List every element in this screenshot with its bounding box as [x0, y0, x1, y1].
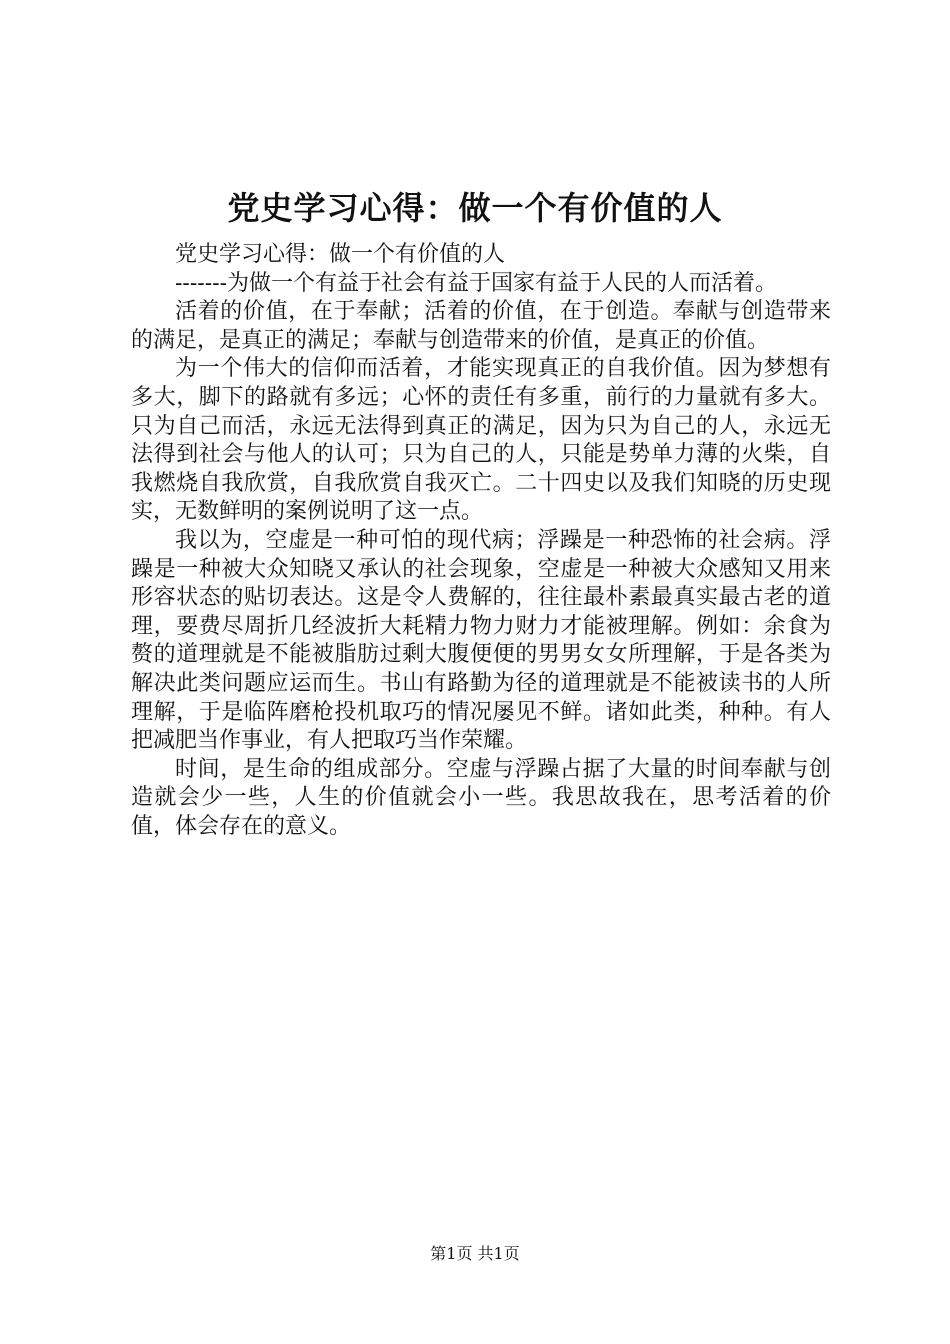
paragraph: -------为做一个有益于社会有益于国家有益于人民的人而活着。: [175, 270, 778, 296]
paragraph: 活着的价值，在于奉献；活着的价值，在于创造。奉献与创造带来的满足，是真正的满足；奉献与创造带来的价值，是真正的价值。: [131, 299, 831, 353]
paragraph: 我以为，空虚是一种可怕的现代病；浮躁是一种恐怖的社会病。浮躁是一种被大众知晓又承认的社会现象，空虚是一种被大众感知又用来形容状态的贴切表达。这是令人费解的，往往最朴素最真实最古老的道理，要费尽周折几经波折大耗精力物力财力才能被理解。例如：余食为赘的道理就是不能被脂肪过剩大腹便便的男男女女所理解，于是各类为解决此类问题应运而生。书山有路勤为径的道理就是不能被读书的人所理解，于是临阵磨枪投机取巧的情况屡见不鲜。诸如此类，种种。有人把减肥当作事业，有人把取巧当作荣耀。: [131, 527, 831, 754]
paragraph: 时间，是生命的组成部分。空虚与浮躁占据了大量的时间奉献与创造就会少一些，人生的价值就会小一些。我思故我在，思考活着的价值，体会存在的意义。: [131, 756, 831, 839]
document-body: [131, 241, 831, 841]
paragraph: 党史学习心得：做一个有价值的人: [175, 242, 506, 267]
page-number-footer: 第1页 共1页: [430, 1244, 520, 1263]
paragraph: 为一个伟大的信仰而活着，才能实现真正的自我价值。因为梦想有多大，脚下的路就有多远；心怀的责任有多重，前行的力量就有多大。只为自己而活，永远无法得到真正的满足，因为只为自己的人，永远无法得到社会与他人的认可；只为自己的人，只能是势单力薄的火柴，自我燃烧自我欣赏，自我欣赏自我灭亡。二十四史以及我们知晓的历史现实，无数鲜明的案例说明了这一点。: [131, 356, 831, 525]
document-title: 党史学习心得：做一个有价值的人: [227, 189, 723, 227]
